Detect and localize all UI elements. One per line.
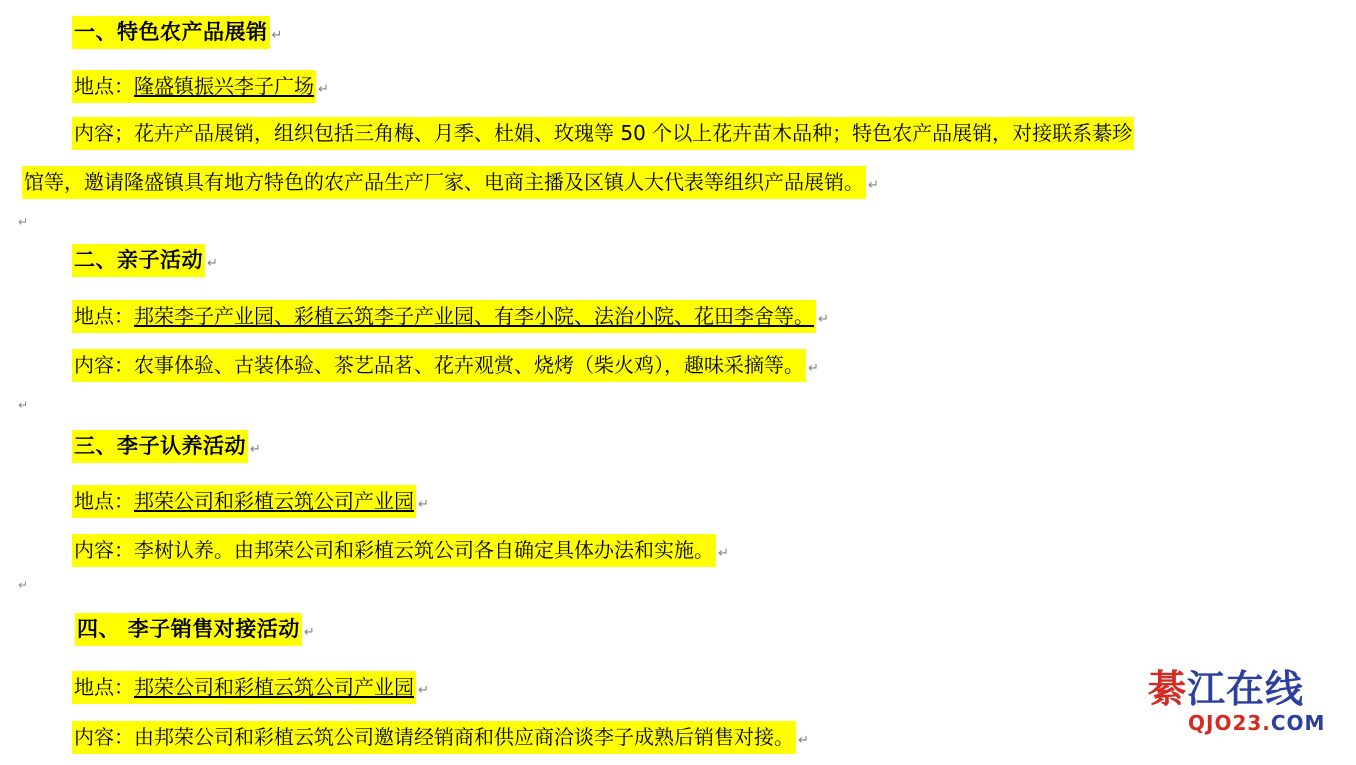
- paragraph-mark: ↵: [271, 28, 283, 43]
- section-1-heading: [72, 22, 283, 43]
- paragraph-mark: ↵: [207, 256, 219, 271]
- section-4-heading: [75, 619, 315, 640]
- paragraph-mark: ↵: [718, 546, 729, 561]
- paragraph-mark: ↵: [808, 361, 819, 376]
- section-4-content-text: 由邦荣公司和彩植云筑公司邀请经销商和供应商洽谈李子成熟后销售对接。: [134, 725, 794, 749]
- section-2-location-label: 地点：: [74, 304, 134, 328]
- section-2-content: [72, 355, 819, 375]
- paragraph-mark: ↵: [798, 733, 809, 748]
- watermark-text-blue: 江在线: [1187, 666, 1305, 711]
- watermark-text-red: 綦: [1148, 666, 1188, 711]
- section-4-location-text: 邦荣公司和彩植云筑公司产业园: [134, 675, 414, 699]
- section-1-content-line-1: [72, 123, 1134, 143]
- section-2-heading: [72, 250, 218, 271]
- section-3-content-label: 内容：: [74, 538, 134, 562]
- section-1-location: [72, 76, 329, 96]
- watermark-url-text: QJO23.: [1188, 710, 1271, 735]
- section-2-content-label: 内容：: [74, 353, 134, 377]
- section-3-location-label: 地点：: [74, 489, 134, 513]
- section-3-heading: [72, 436, 261, 457]
- paragraph-mark: ↵: [318, 82, 329, 97]
- paragraph-mark: ↵: [250, 442, 262, 457]
- paragraph-mark: ↵: [418, 497, 429, 512]
- section-3-location: [72, 491, 429, 511]
- section-4-location: [72, 677, 429, 697]
- watermark-logo: [1148, 666, 1338, 747]
- margin-paragraph-mark: ↵: [18, 398, 29, 412]
- paragraph-mark: ↵: [303, 625, 316, 640]
- section-1-content-text-2: 馆等，邀请隆盛镇具有地方特色的农产品生产厂家、电商主播及区镇人大代表等组织产品展销。: [22, 166, 866, 199]
- section-4-content: [72, 727, 809, 747]
- margin-paragraph-mark: ↵: [18, 215, 29, 229]
- section-4-content-label: 内容：: [74, 725, 134, 749]
- section-3-location-text: 邦荣公司和彩植云筑公司产业园: [134, 489, 414, 513]
- section-1-content-line-2: [22, 172, 879, 192]
- section-1-content-text-1: 花卉产品展销，组织包括三角梅、月季、杜娟、玫瑰等 50 个以上花卉苗木品种；特色农产品展销，对接联系綦珍: [134, 121, 1133, 145]
- section-3-content: [72, 540, 729, 560]
- paragraph-mark: ↵: [818, 312, 829, 327]
- section-2-content-text: 农事体验、古装体验、茶艺品茗、花卉观赏、烧烤（柴火鸡），趣味采摘等。: [134, 353, 804, 377]
- paragraph-mark: ↵: [868, 178, 879, 193]
- section-1-location-text: 隆盛镇振兴李子广场: [134, 74, 314, 98]
- watermark-line-2: [1148, 711, 1338, 735]
- section-2-location: [72, 306, 829, 326]
- section-4-heading-text: 四、 李子销售对接活动: [75, 613, 302, 646]
- watermark-url-suffix: COM: [1270, 710, 1326, 735]
- section-1-heading-text: 一、特色农产品展销: [72, 16, 270, 49]
- watermark-line-1: [1148, 666, 1338, 711]
- section-2-location-text: 邦荣李子产业园、彩植云筑李子产业园、有李小院、法治小院、花田李舍等。: [134, 304, 814, 328]
- margin-paragraph-mark: ↵: [18, 578, 29, 592]
- section-1-location-label: 地点：: [74, 74, 134, 98]
- section-1-content-label: 内容；: [74, 121, 134, 145]
- section-3-content-text: 李树认养。由邦荣公司和彩植云筑公司各自确定具体办法和实施。: [134, 538, 714, 562]
- section-2-heading-text: 二、亲子活动: [72, 244, 205, 277]
- section-3-heading-text: 三、李子认养活动: [72, 430, 248, 463]
- section-4-location-label: 地点：: [74, 675, 134, 699]
- paragraph-mark: ↵: [418, 683, 429, 698]
